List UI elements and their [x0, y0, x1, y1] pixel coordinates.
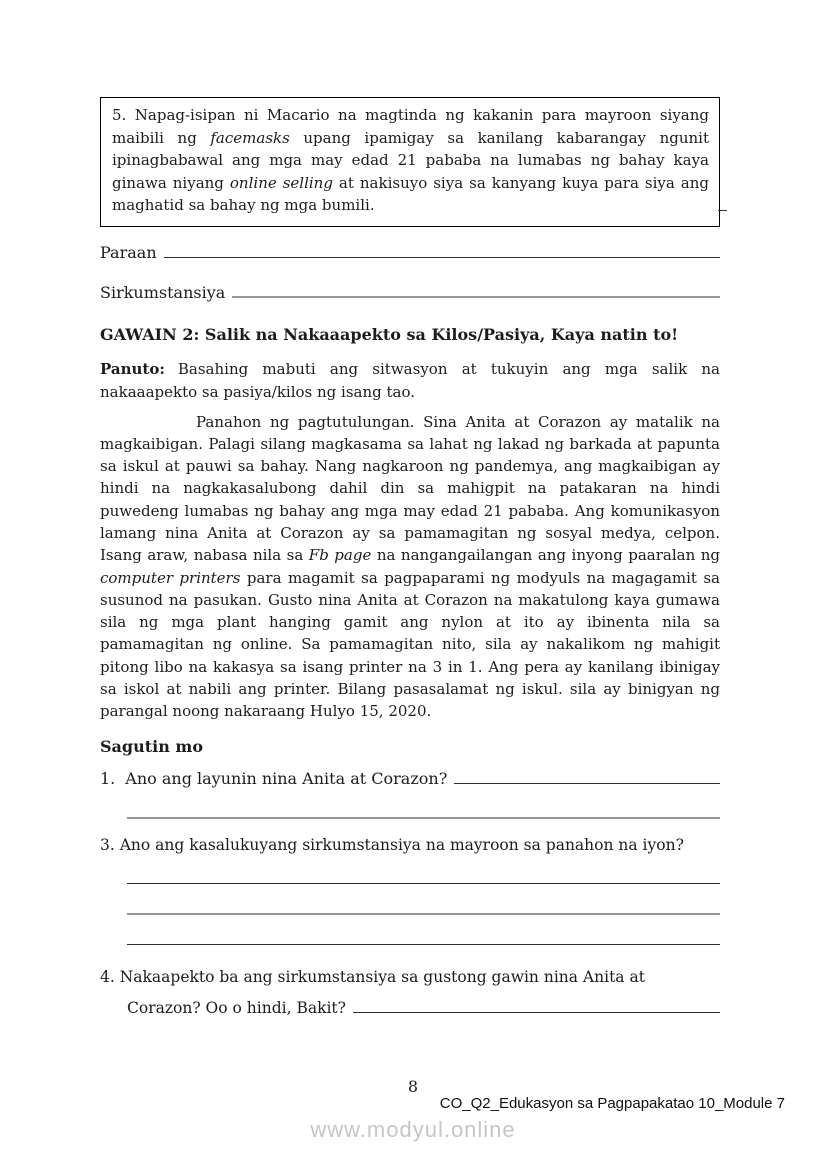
question-3-text: 3. Ano ang kasalukuyang sirkumstansiya na mayroon sa panahon na iyon? [100, 835, 684, 854]
question-1-answer-line [454, 783, 720, 784]
page-number: 8 [407, 1077, 419, 1096]
scenario-italic-facemasks: facemasks [210, 128, 290, 147]
story-italic-fb-page: Fb page [308, 546, 372, 565]
question-1-answer-line-2 [127, 817, 720, 819]
gawain2-heading: GAWAIN 2: Salik na Nakaaapekto sa Kilos/Pasiya, Kaya natin to! [100, 324, 679, 344]
question-4-text-line-2: Corazon? Oo o hindi, Bakit? [127, 998, 346, 1017]
paraan-label: Paraan [100, 242, 157, 262]
story-paragraph [100, 411, 720, 723]
story-text-part: na nangangailangan ang inyong paaralan ng [371, 546, 720, 565]
question-1-text: Ano ang layunin nina Anita at Corazon? [125, 768, 448, 788]
footer-module-label: CO_Q2_Edukasyon sa Pagpapakatao 10_Module 7 [439, 1095, 785, 1112]
question-3-answer-line-1 [127, 883, 720, 884]
scenario-text-part: at nakisuyo siya sa kanyang kuya para siya ang maghatid sa bahay ng mga bumili. [112, 173, 710, 214]
scenario-box [100, 97, 720, 227]
panuto-paragraph [100, 358, 720, 404]
question-3-answer-line-2 [127, 913, 720, 915]
sagutin-mo-heading: Sagutin mo [100, 736, 204, 756]
panuto-label: Panuto: [100, 359, 165, 378]
question-1-number: 1. [100, 768, 116, 788]
sirkumstansiya-field [100, 283, 720, 302]
story-text-part: para magamit sa pagpaparami ng modyuls na magagamit sa susunod na pasukan. Gusto nina Anita at Corazon na makatulong kaya gumawa sila ng mga plant hanging gamit ang nylon at ito ay ibinenta nila sa pamamagitan ng online. Sa pamamagitan nito, sila ay nakalikom ng mahigit pitong libo na kakasya sa isang printer na 3 in 1. Ang pera ay kanilang ibinigay sa iskol at nabili ang printer. Bilang pasasalamat ng iskul. sila ay binigyan ng parangal noong nakaraang Hulyo 15, 2020. [100, 568, 720, 721]
sirkumstansiya-answer-line [232, 296, 720, 298]
paraan-field [100, 243, 720, 262]
question-4-text-line-1: 4. Nakaapekto ba ang sirkumstansiya sa gustong gawin nina Anita at [100, 967, 645, 986]
paraan-answer-line [164, 257, 720, 258]
question-3-answer-line-3 [127, 944, 720, 945]
question-4-line-2 [127, 999, 720, 1017]
scenario-italic-online-selling: online selling [229, 173, 333, 192]
story-italic-computer-printers: computer printers [100, 568, 241, 587]
panuto-text: Basahing mabuti ang sitwasyon at tukuyin ang mga salik na nakaaapekto sa pasiya/kilos ng isang tao. [100, 359, 720, 401]
story-text-part: Panahon ng pagtutulungan. Sina Anita at Corazon ay matalik na magkaibigan. Palagi silang magkasama sa lahat ng lakad ng barkada at papunta sa iskul at pauwi sa bahay. Nang nagkaroon ng pandemya, ang magkaibigan ay hindi na nagkakasalubong dahil din sa mahigpit na patakaran na hindi puwedeng lumabas ng bahay ang mga may edad 21 pababa. Ang komunikasyon lamang nina Anita at Corazon ay sa pamamagitan ng sosyal medya, celpon. Isang araw, nabasa nila sa [100, 412, 720, 565]
scenario-text-part: upang ipamigay sa kanilang kabarangay ngunit ipinagbabawal ang mga may edad 21 pababa na lumabas ng bahay kaya ginawa niyang [112, 128, 710, 192]
sirkumstansiya-label: Sirkumstansiya [100, 282, 226, 302]
page-content [100, 97, 720, 1017]
question-1 [100, 769, 720, 788]
question-4-answer-line [353, 1012, 720, 1013]
watermark-text: www.modyul.online [310, 1117, 516, 1142]
scenario-text-part: 5. Napag-isipan ni Macario na magtinda ng kakanin para mayroon siyang maibili ng [112, 106, 709, 147]
stray-line-mark [718, 210, 727, 211]
